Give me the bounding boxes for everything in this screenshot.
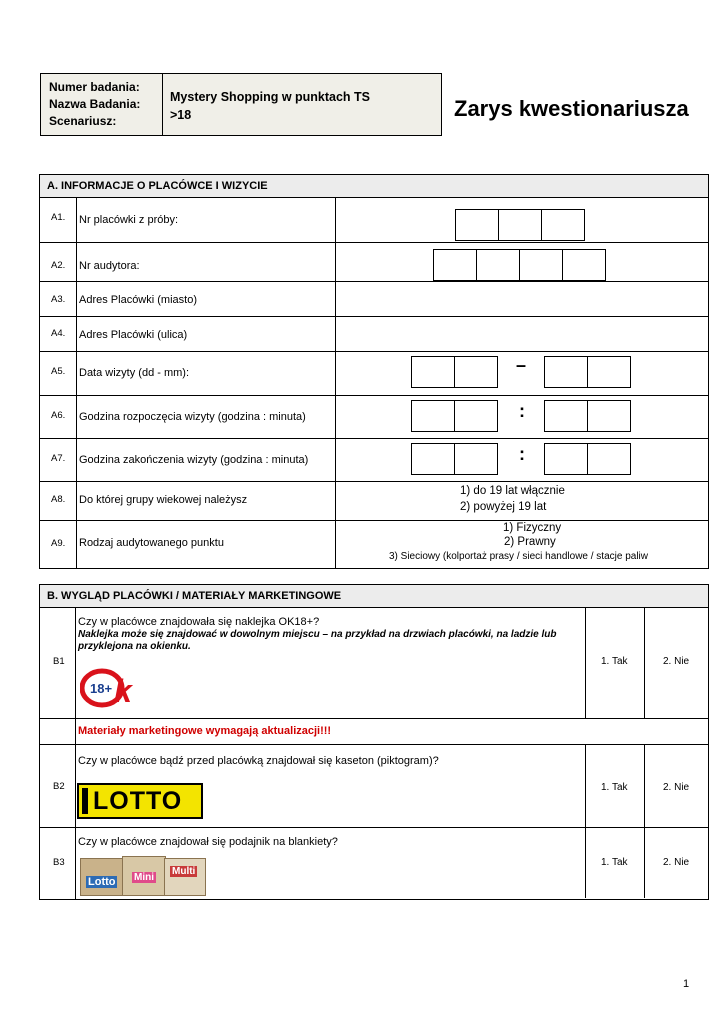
question-b3: Czy w placówce znajdował się podajnik na blankiety? xyxy=(78,836,338,848)
marketing-warning: Materiały marketingowe wymagają aktualizacji!!! xyxy=(78,725,332,737)
question-b1: Czy w placówce znajdowała się naklejka OK18+? xyxy=(78,616,320,628)
code-a5: A5. xyxy=(51,366,66,377)
input-outlet-number[interactable] xyxy=(455,209,585,241)
row-b2 xyxy=(40,745,708,828)
input-city[interactable] xyxy=(336,282,707,316)
input-street[interactable] xyxy=(336,317,707,351)
question-b2: Czy w placówce bądź przed placówką znajdował się kaseton (piktogram)? xyxy=(78,755,439,767)
code-a3: A3. xyxy=(51,294,66,305)
code-a7: A7. xyxy=(51,453,66,464)
input-start-hour[interactable] xyxy=(411,400,498,432)
digit-box[interactable] xyxy=(498,209,542,241)
section-b-title: B. WYGLĄD PLACÓWKI / MATERIAŁY MARKETINGOWE xyxy=(47,590,342,602)
row-a4 xyxy=(40,317,708,352)
blank-dispenser-icon xyxy=(80,854,205,894)
ok18-logo-text: 18+ xyxy=(90,681,113,696)
option-type-3[interactable]: 3) Sieciowy (kolportaż prasy / sieci handlowe / stacje paliw xyxy=(389,551,648,562)
label-a7: Godzina zakończenia wizyty (godzina : minuta) xyxy=(79,454,309,466)
input-end-minute[interactable] xyxy=(544,443,631,475)
study-name-value xyxy=(170,88,370,124)
svg-text:k: k xyxy=(114,673,132,709)
row-a5 xyxy=(40,352,708,396)
answer-b3-no[interactable]: 2. Nie xyxy=(663,857,690,868)
label-study-number: Numer badania: xyxy=(49,80,140,94)
digit-box[interactable] xyxy=(454,400,498,432)
page-number: 1 xyxy=(683,978,690,990)
row-a1 xyxy=(40,198,708,243)
label-scenario: Scenariusz: xyxy=(49,114,117,128)
label-a9: Rodzaj audytowanego punktu xyxy=(79,537,224,549)
code-a4: A4. xyxy=(51,328,66,339)
digit-box[interactable] xyxy=(411,356,455,388)
digit-box[interactable] xyxy=(519,249,563,281)
label-study-name: Nazwa Badania: xyxy=(49,97,141,111)
label-a2: Nr audytora: xyxy=(79,260,140,272)
section-b-header xyxy=(40,585,708,608)
digit-box[interactable] xyxy=(541,209,585,241)
dispenser-label-mini: Mini xyxy=(134,872,154,883)
digit-box[interactable] xyxy=(454,356,498,388)
code-a9: A9. xyxy=(51,538,66,549)
digit-box[interactable] xyxy=(544,400,588,432)
study-name-line2: >18 xyxy=(170,108,192,122)
option-type-2[interactable]: 2) Prawny xyxy=(504,536,556,548)
header-labels xyxy=(41,74,163,135)
time-separator: : xyxy=(519,444,525,464)
row-warning xyxy=(40,719,708,745)
option-age-2[interactable]: 2) powyżej 19 lat xyxy=(460,501,547,513)
digit-box[interactable] xyxy=(544,356,588,388)
row-a7 xyxy=(40,439,708,482)
input-end-hour[interactable] xyxy=(411,443,498,475)
digit-box[interactable] xyxy=(411,400,455,432)
row-a2 xyxy=(40,243,708,282)
code-b1: B1 xyxy=(53,656,65,667)
row-b1 xyxy=(40,608,708,719)
label-a5: Data wizyty (dd - mm): xyxy=(79,367,190,379)
section-a-title: A. INFORMACJE O PLACÓWCE I WIZYCIE xyxy=(47,180,268,192)
time-separator: : xyxy=(519,401,525,421)
digit-box[interactable] xyxy=(476,249,520,281)
lotto-sign-text: LOTTO xyxy=(93,787,183,815)
digit-box[interactable] xyxy=(587,443,631,475)
section-a-header xyxy=(40,175,708,198)
answer-b2-no[interactable]: 2. Nie xyxy=(663,782,690,793)
row-a6 xyxy=(40,396,708,439)
row-a3 xyxy=(40,282,708,317)
code-b2: B2 xyxy=(53,781,65,792)
input-auditor-number[interactable] xyxy=(433,249,606,281)
label-a6: Godzina rozpoczęcia wizyty (godzina : minuta) xyxy=(79,411,306,423)
ok18-logo-icon xyxy=(80,666,156,710)
code-a8: A8. xyxy=(51,494,66,505)
lotto-sign-icon xyxy=(77,783,203,819)
code-a6: A6. xyxy=(51,410,66,421)
note-b1: Naklejka może się znajdować w dowolnym miejscu – na przykład na drzwiach placówki, na ladzie lub przyklejona na okienku. xyxy=(78,629,557,652)
digit-box[interactable] xyxy=(454,443,498,475)
label-a8: Do której grupy wiekowej należysz xyxy=(79,494,248,506)
input-start-minute[interactable] xyxy=(544,400,631,432)
digit-box[interactable] xyxy=(411,443,455,475)
digit-box[interactable] xyxy=(587,400,631,432)
row-b3 xyxy=(40,828,708,898)
section-b-table xyxy=(39,584,709,900)
option-age-1[interactable]: 1) do 19 lat włącznie xyxy=(460,485,565,497)
study-name-line1: Mystery Shopping w punktach TS xyxy=(170,90,371,104)
code-b3: B3 xyxy=(53,857,65,868)
option-type-1[interactable]: 1) Fizyczny xyxy=(503,522,562,534)
code-a2: A2. xyxy=(51,260,66,271)
dispenser-label-lotto: Lotto xyxy=(88,876,116,888)
answer-b2-yes[interactable]: 1. Tak xyxy=(601,782,628,793)
section-a-table xyxy=(39,174,709,569)
input-visit-month[interactable] xyxy=(544,356,631,388)
study-header-box xyxy=(40,73,442,136)
digit-box[interactable] xyxy=(562,249,606,281)
digit-box[interactable] xyxy=(455,209,499,241)
answer-b1-no[interactable]: 2. Nie xyxy=(663,656,690,667)
digit-box[interactable] xyxy=(544,443,588,475)
page-title: Zarys kwestionariusza xyxy=(454,96,689,121)
dispenser-label-multi: Multi xyxy=(172,866,196,877)
date-separator: – xyxy=(516,355,527,375)
row-a8 xyxy=(40,482,708,521)
code-a1: A1. xyxy=(51,212,66,223)
label-a4: Adres Placówki (ulica) xyxy=(79,329,188,341)
digit-box[interactable] xyxy=(433,249,477,281)
input-visit-day[interactable] xyxy=(411,356,498,388)
row-a9 xyxy=(40,521,708,567)
label-a1: Nr placówki z próby: xyxy=(79,214,179,226)
answer-b1-yes[interactable]: 1. Tak xyxy=(601,656,628,667)
answer-b3-yes[interactable]: 1. Tak xyxy=(601,857,628,868)
digit-box[interactable] xyxy=(587,356,631,388)
label-a3: Adres Placówki (miasto) xyxy=(79,294,197,306)
